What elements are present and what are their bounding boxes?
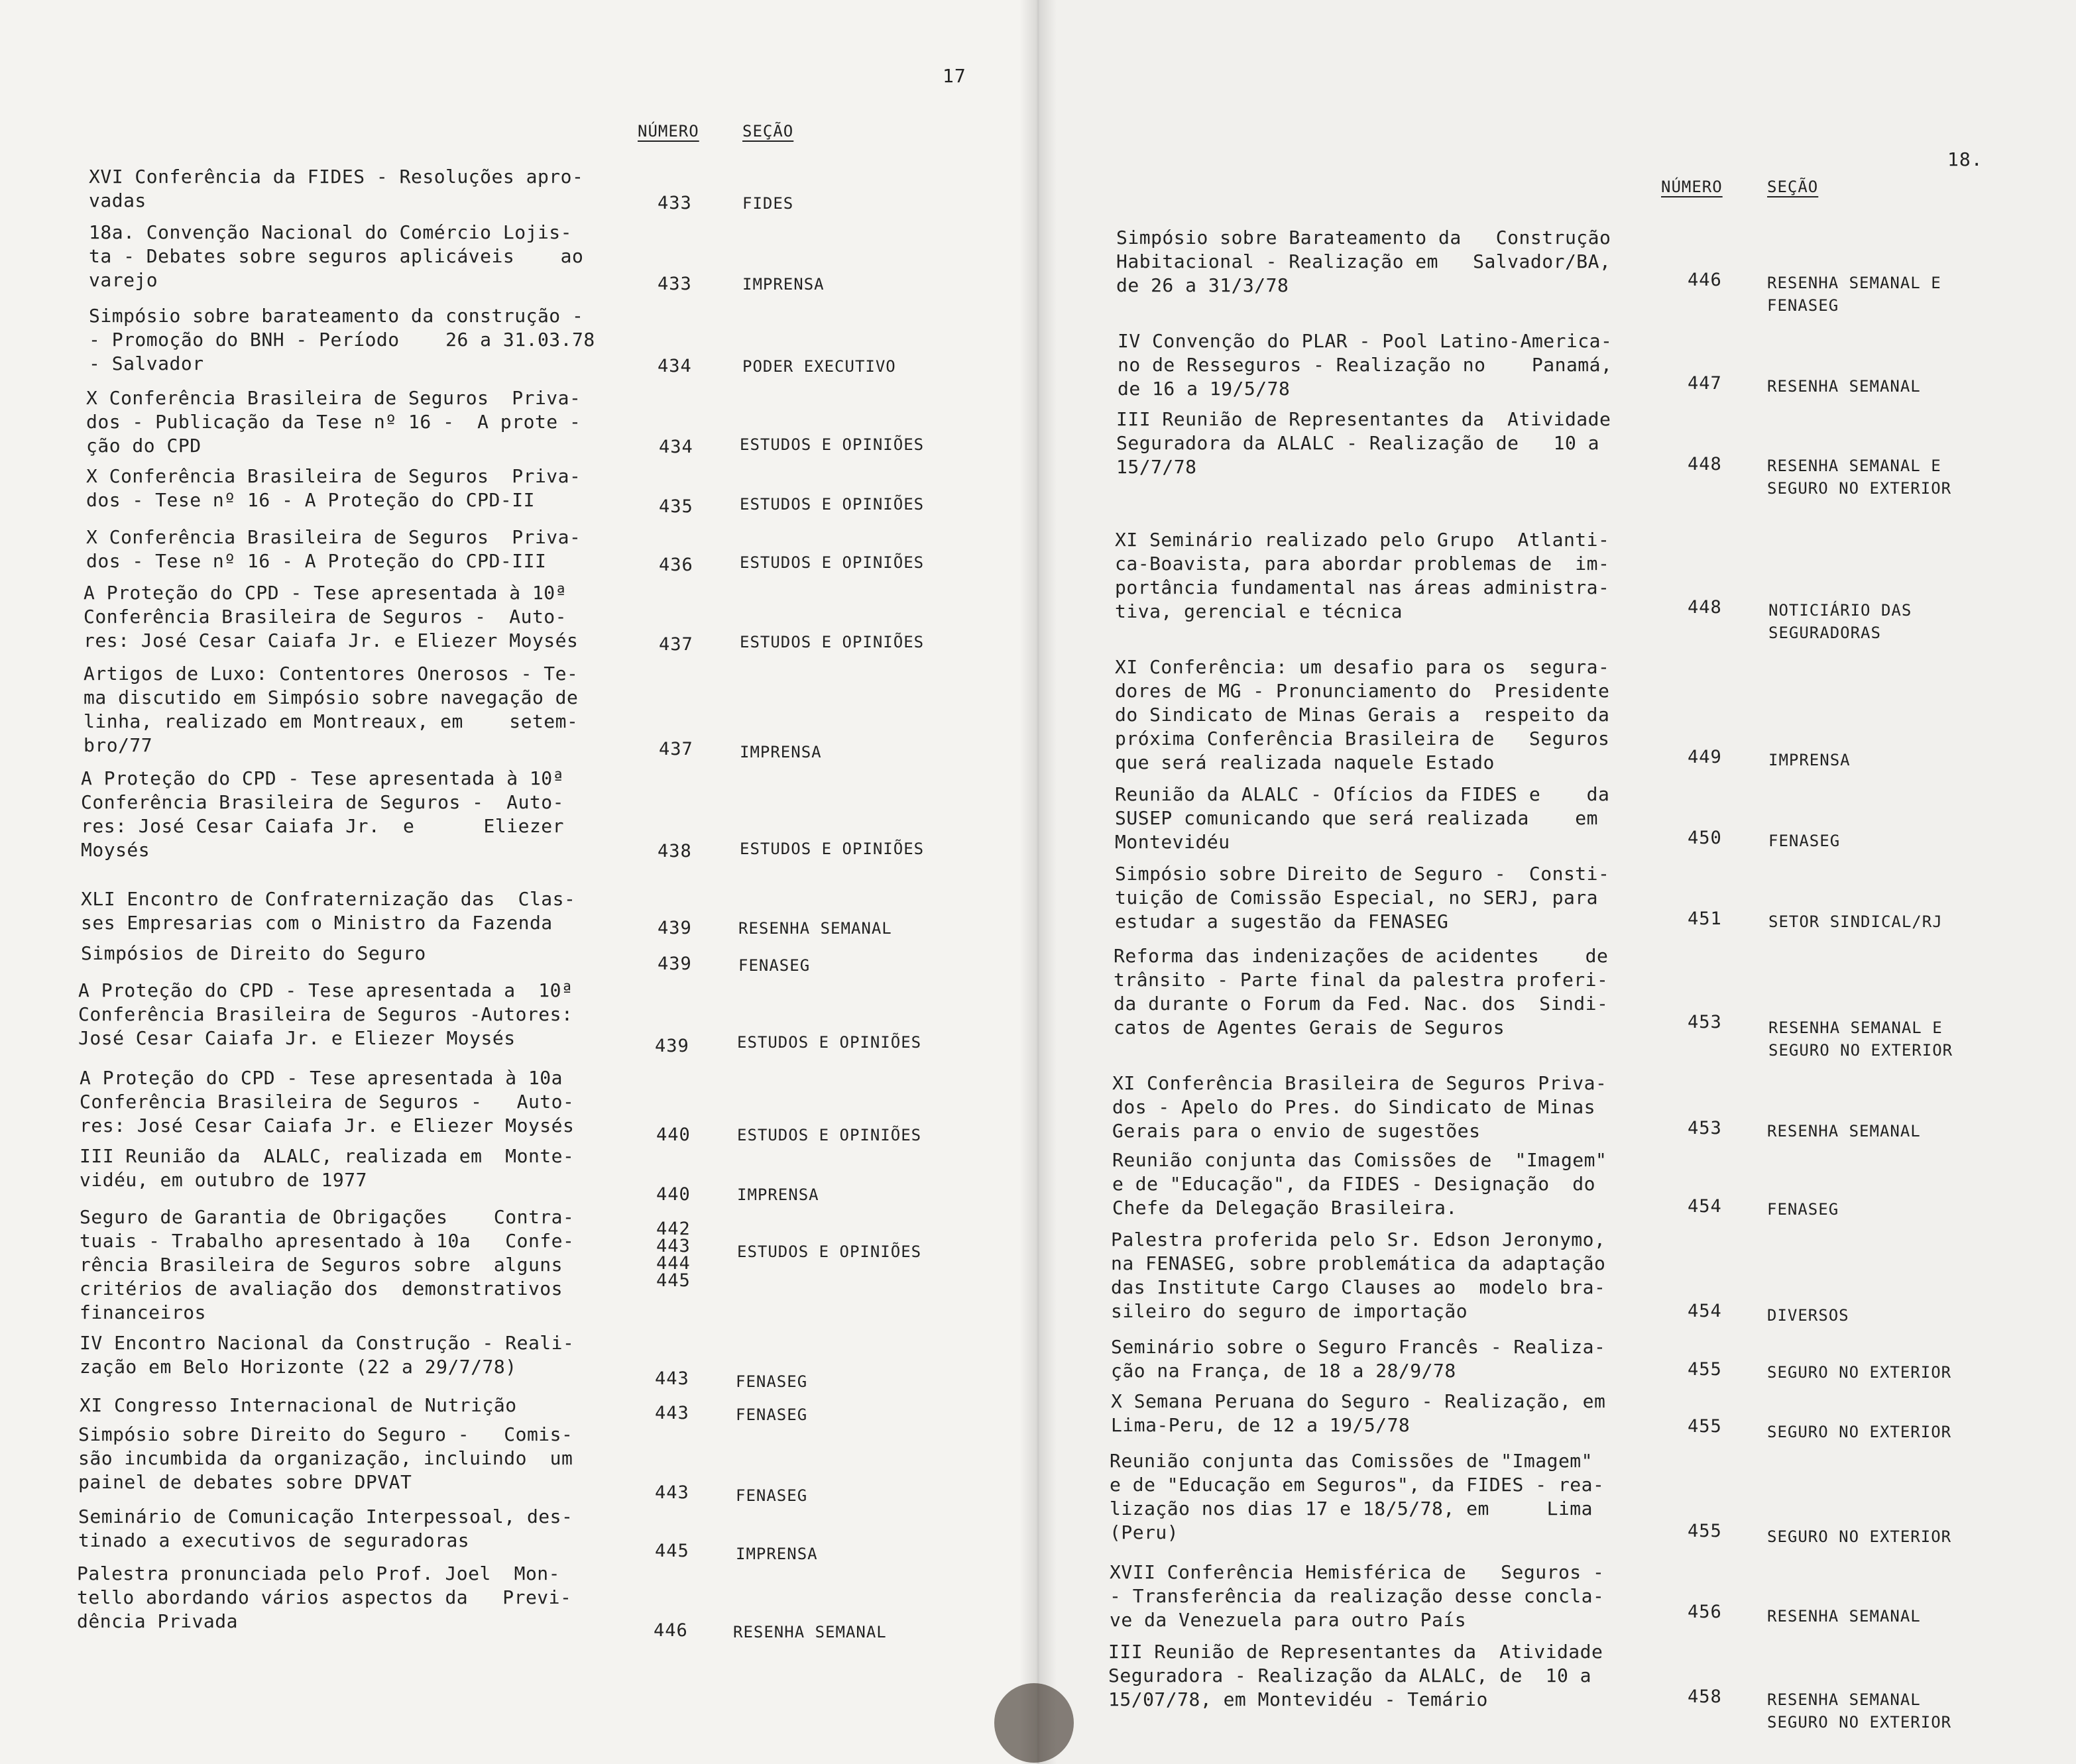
entry-section: RESENHA SEMANAL E FENASEG — [1767, 274, 1941, 315]
entry-title: Reunião conjunta das Comissões de "Imagem" e de "Educação em Seguros", da FIDES - rea- lização nos dias 17 e 18/5/78, em Lima (Peru) — [1110, 1450, 1605, 1543]
entry-title: XVII Conferência Hemisférica de Seguros - - Transferência da realização desse concla- ve da Venezuela para outro País — [1110, 1561, 1605, 1631]
entry-title: A Proteção do CPD - Tese apresentada à 10ª Conferência Brasileira de Seguros - Auto- res: José Cesar Caiafa Jr. e Eliezer Moysés — [84, 582, 579, 651]
section-column-header: SEÇÃO — [1767, 178, 1819, 196]
entry-number: 448 — [1688, 454, 1722, 474]
entry-number: 439 — [658, 918, 692, 938]
entry-section: IMPRENSA — [1768, 751, 1851, 769]
entry-number: 438 — [658, 841, 692, 861]
entry-section: SEGURO NO EXTERIOR — [1767, 1527, 1952, 1546]
entry-section: RESENHA SEMANAL E SEGURO NO EXTERIOR — [1767, 457, 1952, 498]
entry-number: 449 — [1688, 747, 1722, 767]
entry-title: XI Conferência Brasileira de Seguros Priva- dos - Apelo do Pres. do Sindicato de Minas Gerais para o envio de sugestões — [1112, 1072, 1607, 1142]
entry-number: 440 — [656, 1184, 691, 1205]
entry-title: Artigos de Luxo: Contentores Onerosos - Te- ma discutido em Simpósio sobre navegação de linha, realizado em Montreaux, em setem- bro/77 — [84, 663, 579, 756]
entry-number: 454 — [1688, 1301, 1722, 1321]
entry-title: Simpósio sobre barateamento da construção - - Promoção do BNH - Período 26 a 31.03.78 - Salvador — [89, 305, 595, 374]
entry-title: Simpósio sobre Direito do Seguro - Comis- são incumbida da organização, incluindo um painel de debates sobre DPVAT — [78, 1423, 573, 1493]
entry-number: 453 — [1688, 1012, 1722, 1032]
entry-section: IMPRENSA — [736, 1545, 818, 1563]
entry-section: ESTUDOS E OPINIÕES — [740, 840, 925, 858]
number-column-header: NÚMERO — [638, 122, 699, 140]
entry-number: 455 — [1688, 1359, 1722, 1380]
entry-title: Seminário de Comunicação Interpessoal, des- tinado a executivos de seguradoras — [78, 1506, 573, 1551]
entry-title: XVI Conferência da FIDES - Resoluções apro- vadas — [89, 166, 584, 211]
entry-section: RESENHA SEMANAL — [738, 919, 892, 938]
book-gutter — [1019, 0, 1057, 1764]
entry-number: 433 — [658, 193, 692, 213]
entry-title: Simpósio sobre Barateamento da Construção Habitacional - Realização em Salvador/BA, de 26 a 31/3/78 — [1116, 227, 1611, 296]
entry-section: FENASEG — [736, 1372, 808, 1391]
entry-number: 439 — [655, 1036, 689, 1056]
entry-number: 448 — [1688, 597, 1722, 618]
entry-title: XI Congresso Internacional de Nutrição — [80, 1394, 517, 1416]
entry-section: ESTUDOS E OPINIÕES — [740, 553, 925, 572]
entry-section: RESENHA SEMANAL — [1767, 1607, 1921, 1626]
entry-number: 437 — [659, 739, 693, 759]
entry-section: FIDES — [742, 194, 794, 213]
entry-title: X Conferência Brasileira de Seguros Priva- dos - Tese nº 16 - A Proteção do CPD-III — [86, 526, 581, 572]
entry-section: FENASEG — [738, 956, 811, 975]
entry-section: ESTUDOS E OPINIÕES — [740, 633, 925, 651]
entry-section: ESTUDOS E OPINIÕES — [737, 1033, 922, 1052]
entry-title: IV Encontro Nacional da Construção - Reali- zação em Belo Horizonte (22 a 29/7/78) — [80, 1332, 575, 1378]
entry-number: 445 — [655, 1541, 689, 1561]
entry-section: ESTUDOS E OPINIÕES — [740, 435, 925, 454]
entry-number: 453 — [1688, 1118, 1722, 1138]
entry-section: IMPRENSA — [737, 1185, 819, 1204]
entry-section: SEGURO NO EXTERIOR — [1767, 1363, 1952, 1382]
entry-section: ESTUDOS E OPINIÕES — [737, 1242, 922, 1261]
entry-number: 434 — [658, 356, 692, 376]
entry-title: A Proteção do CPD - Tese apresentada à 10ª Conferência Brasileira de Seguros - Auto- res: José Cesar Caiafa Jr. e Eliezer Moysés — [81, 767, 565, 861]
entry-section: NOTICIÁRIO DAS SEGURADORAS — [1768, 601, 1912, 642]
entry-section: RESENHA SEMANAL SEGURO NO EXTERIOR — [1767, 1690, 1952, 1732]
entry-title: A Proteção do CPD - Tese apresentada à 10a Conferência Brasileira de Seguros - Auto- res: José Cesar Caiafa Jr. e Eliezer Moysés — [80, 1067, 575, 1136]
entry-title: Seguro de Garantia de Obrigações Contra- tuais - Trabalho apresentado à 10a Confe- rência Brasileira de Seguros sobre alguns critérios de avaliação dos demonstrativos financeiros — [80, 1206, 575, 1323]
entry-title: Reunião da ALALC - Ofícios da FIDES e da SUSEP comunicando que será realizada em Montevidéu — [1115, 783, 1610, 853]
page-number: 18. — [1947, 148, 1983, 170]
entry-section: IMPRENSA — [740, 743, 822, 761]
entry-section: FENASEG — [1768, 832, 1841, 850]
right-page — [1038, 0, 2076, 1764]
entry-title: A Proteção do CPD - Tese apresentada a 10ª Conferência Brasileira de Seguros -Autores: José Cesar Caiafa Jr. e Eliezer Moysés — [78, 979, 573, 1049]
entry-section: FENASEG — [1767, 1200, 1839, 1219]
page-number: 17 — [943, 65, 966, 87]
entry-title: III Reunião de Representantes da Atividade Seguradora - Realização da ALALC, de 10 a 15/07/78, em Montevidéu - Temário — [1108, 1641, 1603, 1710]
entry-number: 446 — [1688, 270, 1722, 290]
entry-title: Simpósio sobre Direito de Seguro - Consti- tuição de Comissão Especial, no SERJ, para estudar a sugestão da FENASEG — [1115, 863, 1610, 932]
section-column-header: SEÇÃO — [742, 122, 794, 140]
entry-number: 439 — [658, 954, 692, 974]
entry-title: III Reunião da ALALC, realizada em Monte- vidéu, em outubro de 1977 — [80, 1145, 575, 1191]
entry-number: 437 — [659, 634, 693, 655]
entry-number: 433 — [658, 274, 692, 294]
entry-section: DIVERSOS — [1767, 1306, 1849, 1325]
entry-title: X Conferência Brasileira de Seguros Priva- dos - Publicação da Tese nº 16 - A prote - ção do CPD — [86, 387, 581, 457]
entry-number: 454 — [1688, 1196, 1722, 1217]
entry-section: RESENHA SEMANAL E SEGURO NO EXTERIOR — [1768, 1019, 1953, 1060]
entry-number: 442 443 444 445 — [656, 1219, 691, 1291]
entry-section: ESTUDOS E OPINIÕES — [737, 1126, 922, 1144]
entry-title: XI Conferência: um desafio para os segura- dores de MG - Pronunciamento do Presidente do Sindicato de Minas Gerais a respeito da próxima Conferência Brasileira de Seguros que será realizada naquele Estado — [1115, 656, 1610, 773]
entry-section: RESENHA SEMANAL — [1767, 1122, 1921, 1140]
entry-number: 455 — [1688, 1416, 1722, 1437]
entry-title: X Semana Peruana do Seguro - Realização, em Lima-Peru, de 12 a 19/5/78 — [1111, 1390, 1606, 1436]
entry-section: SETOR SINDICAL/RJ — [1768, 912, 1943, 931]
entry-section: RESENHA SEMANAL — [1767, 377, 1921, 396]
entry-number: 440 — [656, 1125, 691, 1145]
entry-section: ESTUDOS E OPINIÕES — [740, 495, 925, 514]
entry-title: IV Convenção do PLAR - Pool Latino-America- no de Resseguros - Realização no Panamá, de 16 a 19/5/78 — [1118, 330, 1613, 400]
entry-title: Palestra proferida pelo Sr. Edson Jeronymo, na FENASEG, sobre problemática da adaptação das Institute Cargo Clauses ao modelo bra- sileiro do seguro de importação — [1111, 1229, 1606, 1322]
entry-number: 451 — [1688, 909, 1722, 929]
entry-number: 443 — [655, 1368, 689, 1389]
entry-title: Reunião conjunta das Comissões de "Imagem" e de "Educação", da FIDES - Designação do Chefe da Delegação Brasileira. — [1112, 1149, 1607, 1219]
entry-number: 455 — [1688, 1521, 1722, 1541]
entry-title: XI Seminário realizado pelo Grupo Atlanti- ca-Boavista, para abordar problemas de im- portância fundamental nas áreas administra- tiva, gerencial e técnica — [1115, 529, 1610, 622]
binding-shadow — [994, 1683, 1074, 1763]
entry-title: Reforma das indenizações de acidentes de trânsito - Parte final da palestra proferi- da durante o Forum da Fed. Nac. dos Sindi- catos de Agentes Gerais de Seguros — [1114, 945, 1609, 1038]
entry-number: 447 — [1688, 373, 1722, 394]
entry-title: 18a. Convenção Nacional do Comércio Lojis- ta - Debates sobre seguros aplicáveis ao varejo — [89, 221, 584, 291]
entry-section: SEGURO NO EXTERIOR — [1767, 1423, 1952, 1441]
entry-number: 458 — [1688, 1686, 1722, 1707]
entry-title: X Conferência Brasileira de Seguros Priva- dos - Tese nº 16 - A Proteção do CPD-II — [86, 465, 581, 511]
entry-number: 456 — [1688, 1602, 1722, 1622]
entry-section: FENASEG — [736, 1486, 808, 1505]
entry-number: 434 — [659, 437, 693, 457]
entry-number: 450 — [1688, 828, 1722, 848]
entry-number: 443 — [655, 1403, 689, 1423]
entry-number: 443 — [655, 1482, 689, 1503]
entry-number: 435 — [659, 496, 693, 517]
number-column-header: NÚMERO — [1661, 178, 1723, 196]
entry-section: PODER EXECUTIVO — [742, 357, 896, 376]
entry-section: IMPRENSA — [742, 275, 825, 294]
entry-title: III Reunião de Representantes da Atividade Seguradora da ALALC - Realização de 10 a 15/7/78 — [1116, 408, 1611, 478]
entry-section: RESENHA SEMANAL — [733, 1623, 887, 1641]
entry-title: Seminário sobre o Seguro Francês - Realiza- ção na França, de 18 a 28/9/78 — [1111, 1336, 1606, 1382]
entry-number: 446 — [654, 1620, 688, 1641]
entry-number: 436 — [659, 555, 693, 575]
entry-title: XLI Encontro de Confraternização das Clas- ses Empresarias com o Ministro da Fazenda — [81, 888, 576, 934]
entry-title: Palestra pronunciada pelo Prof. Joel Mon- tello abordando vários aspectos da Previ- dência Privada — [77, 1563, 572, 1632]
entry-section: FENASEG — [736, 1406, 808, 1424]
entry-title: Simpósios de Direito do Seguro — [81, 942, 426, 964]
